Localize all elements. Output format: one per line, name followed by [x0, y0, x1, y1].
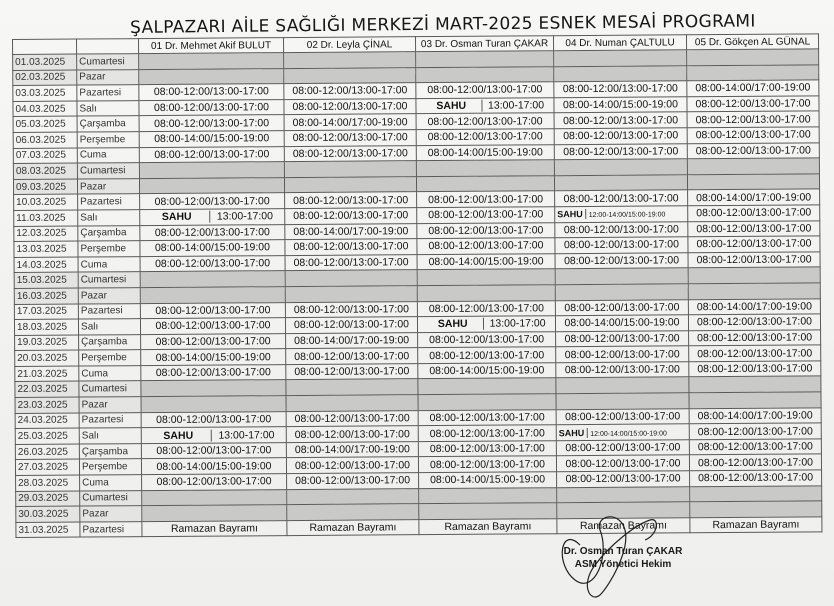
- row-day: Pazar: [78, 288, 140, 304]
- row-day: Pazar: [77, 178, 139, 194]
- shift-cell: 08:00-12:00/13:00-17:00: [286, 348, 418, 365]
- shift-cell: 08:00-12:00/13:00-17:00: [556, 408, 689, 425]
- shift-cell: 08:00-12:00/13:00-17:00: [557, 471, 690, 488]
- signature-role: ASM Yönetici Hekim: [574, 559, 672, 570]
- shift-cell: [284, 67, 416, 84]
- shift-cell: 08:00-12:00/13:00-17:00: [286, 364, 418, 381]
- shift-cell: 08:00-12:00/13:00-17:00: [284, 83, 416, 100]
- shift-cell: [140, 209, 285, 226]
- shift-cell: 08:00-14:00/15:00-19:00: [418, 363, 556, 380]
- shift-cell: 08:00-12:00/13:00-17:00: [688, 314, 820, 331]
- sahu-time: 13:00-17:00: [216, 210, 274, 223]
- shift-cell: 08:00-12:00/13:00-17:00: [555, 253, 688, 270]
- row-day: Salı: [78, 210, 140, 226]
- shift-cell: 08:00-12:00/13:00-17:00: [418, 425, 556, 442]
- shift-cell: 08:00-12:00/13:00-17:00: [417, 207, 555, 224]
- shift-cell: 08:00-12:00/13:00-17:00: [687, 111, 819, 128]
- shift-cell: [286, 379, 418, 396]
- sahu-label: SAHU: [146, 429, 211, 441]
- row-date: 08.03.2025: [13, 163, 77, 179]
- shift-cell: Ramazan Bayramı: [690, 517, 822, 534]
- row-date: 27.03.2025: [15, 459, 79, 475]
- shift-cell: 08:00-12:00/13:00-17:00: [554, 81, 687, 98]
- row-date: 12.03.2025: [14, 226, 78, 242]
- shift-cell: 08:00-12:00/13:00-17:00: [139, 146, 284, 163]
- row-day: Çarşamba: [79, 443, 141, 459]
- shift-cell: [554, 175, 687, 192]
- shift-cell: 08:00-12:00/13:00-17:00: [554, 128, 687, 145]
- shift-cell: [690, 485, 822, 502]
- row-date: 24.03.2025: [15, 413, 79, 429]
- row-date: 22.03.2025: [15, 382, 79, 398]
- shift-cell: 08:00-14:00/15:00-19:00: [417, 253, 555, 270]
- shift-cell: 08:00-12:00/13:00-17:00: [688, 252, 820, 269]
- shift-cell: 08:00-12:00/13:00-17:00: [285, 254, 417, 271]
- shift-cell: 08:00-12:00/13:00-17:00: [689, 439, 821, 456]
- row-day: Pazartesi: [78, 303, 140, 319]
- shift-cell: [417, 269, 555, 286]
- row-day: Cumartesi: [79, 381, 141, 397]
- row-date: 07.03.2025: [13, 148, 77, 164]
- shift-cell: [688, 267, 820, 284]
- row-date: 16.03.2025: [14, 288, 78, 304]
- sahu-label: SAHU: [421, 100, 483, 112]
- shift-cell: Ramazan Bayramı: [419, 519, 557, 536]
- shift-cell: 08:00-14:00/15:00-19:00: [141, 349, 286, 366]
- shift-cell: [555, 206, 688, 223]
- row-day: Pazar: [79, 397, 141, 413]
- shift-cell: 08:00-12:00/13:00-17:00: [556, 440, 689, 457]
- shift-cell: 08:00-12:00/13:00-17:00: [417, 238, 555, 255]
- shift-cell: [556, 424, 689, 441]
- row-date: 19.03.2025: [15, 335, 79, 351]
- shift-cell: 08:00-12:00/13:00-17:00: [689, 330, 821, 347]
- shift-cell: [142, 505, 287, 522]
- shift-cell: [555, 268, 688, 285]
- row-date: 11.03.2025: [14, 210, 78, 226]
- shift-cell: [285, 286, 417, 303]
- row-date: 28.03.2025: [16, 475, 80, 491]
- row-date: 18.03.2025: [14, 319, 78, 335]
- shift-cell: [688, 283, 820, 300]
- header-date: [13, 39, 77, 54]
- sahu-label: SAHU: [557, 209, 586, 219]
- shift-cell: 08:00-12:00/13:00-17:00: [285, 301, 417, 318]
- sahu-time: 13:00-17:00: [489, 317, 546, 331]
- shift-cell: 08:00-12:00/13:00-17:00: [286, 426, 418, 443]
- header-doctor: 04 Dr. Numan ÇALTULU: [553, 35, 686, 51]
- shift-cell: 08:00-12:00/13:00-17:00: [556, 346, 689, 363]
- shift-cell: 08:00-14:00/17:00-19:00: [286, 332, 418, 349]
- shift-cell: [554, 50, 687, 67]
- row-date: 29.03.2025: [16, 491, 80, 507]
- shift-cell: Ramazan Bayramı: [557, 518, 690, 535]
- row-date: 03.03.2025: [13, 85, 77, 101]
- shift-cell: 08:00-12:00/13:00-17:00: [141, 411, 286, 428]
- shift-cell: [689, 392, 821, 409]
- shift-cell: [554, 65, 687, 82]
- header-doctor: 03 Dr. Osman Turan ÇAKAR: [415, 36, 553, 52]
- shift-cell: [284, 52, 416, 69]
- shift-cell: [140, 271, 285, 288]
- shift-cell: [417, 316, 555, 333]
- row-day: Cumartesi: [78, 272, 140, 288]
- shift-cell: 08:00-12:00/13:00-17:00: [417, 300, 555, 317]
- shift-cell: 08:00-12:00/13:00-17:00: [689, 361, 821, 378]
- shift-cell: [419, 503, 557, 520]
- sahu-time: 12:00-14:00/15:00-19:00: [590, 429, 667, 438]
- shift-cell: 08:00-12:00/13:00-17:00: [140, 193, 285, 210]
- shift-cell: 08:00-12:00/13:00-17:00: [140, 255, 285, 272]
- row-date: 06.03.2025: [13, 132, 77, 148]
- signature-name: Dr. Osman Turan ÇAKAR: [563, 546, 683, 557]
- row-day: Cuma: [78, 256, 140, 272]
- shift-cell: 08:00-14:00/15:00-19:00: [140, 240, 285, 257]
- row-day: Pazartesi: [78, 194, 140, 210]
- shift-cell: [141, 427, 286, 444]
- shift-cell: 08:00-14:00/15:00-19:00: [554, 97, 687, 114]
- shift-cell: 08:00-12:00/13:00-17:00: [555, 221, 688, 238]
- header-doctor: 02 Dr. Leyla ÇİNAL: [283, 37, 415, 53]
- shift-cell: 08:00-12:00/13:00-17:00: [418, 331, 556, 348]
- row-day: Perşembe: [79, 350, 141, 366]
- shift-cell: 08:00-12:00/13:00-17:00: [688, 220, 820, 237]
- shift-cell: [285, 270, 417, 287]
- row-date: 14.03.2025: [14, 257, 78, 273]
- document-title: ŞALPAZARI AİLE SAĞLIĞI MERKEZİ MART-2025 ESNEK MESAİ PROGRAMI: [130, 11, 756, 38]
- row-day: Pazartesi: [79, 412, 141, 428]
- shift-cell: [556, 377, 689, 394]
- shift-cell: 08:00-12:00/13:00-17:00: [689, 345, 821, 362]
- shift-cell: 08:00-12:00/13:00-17:00: [141, 333, 286, 350]
- header-doctor: 01 Dr. Mehmet Akif BULUT: [139, 38, 284, 54]
- shift-cell: [419, 487, 557, 504]
- shift-cell: 08:00-12:00/13:00-17:00: [689, 423, 821, 440]
- row-day: Cuma: [80, 475, 142, 491]
- shift-cell: 08:00-12:00/13:00-17:00: [416, 113, 554, 130]
- shift-cell: 08:00-12:00/13:00-17:00: [555, 237, 688, 254]
- shift-cell: [139, 177, 284, 194]
- shift-cell: 08:00-14:00/15:00-19:00: [141, 458, 286, 475]
- shift-cell: 08:00-12:00/13:00-17:00: [285, 208, 417, 225]
- shift-cell: [141, 380, 286, 397]
- shift-cell: 08:00-12:00/13:00-17:00: [285, 239, 417, 256]
- shift-cell: 08:00-12:00/13:00-17:00: [139, 115, 284, 132]
- shift-cell: 08:00-12:00/13:00-17:00: [556, 455, 689, 472]
- shift-cell: 08:00-14:00/17:00-19:00: [687, 80, 819, 97]
- sahu-time: 12:00-14:00/15:00-19:00: [588, 211, 666, 220]
- row-date: 31.03.2025: [16, 522, 80, 538]
- row-day: Pazartesi: [80, 521, 142, 537]
- shift-cell: 08:00-12:00/13:00-17:00: [417, 222, 555, 239]
- shift-cell: [287, 504, 419, 521]
- shift-cell: 08:00-14:00/15:00-19:00: [139, 131, 284, 148]
- sahu-time: 13:00-17:00: [487, 99, 545, 112]
- row-date: 25.03.2025: [15, 428, 79, 444]
- shift-cell: [690, 501, 822, 518]
- signature-block: [548, 545, 698, 571]
- shift-cell: 08:00-12:00/13:00-17:00: [418, 441, 556, 458]
- row-date: 01.03.2025: [13, 54, 77, 70]
- shift-cell: [687, 158, 819, 175]
- row-day: Pazar: [80, 506, 142, 522]
- row-date: 10.03.2025: [14, 194, 78, 210]
- shift-cell: [687, 174, 819, 191]
- row-day: Salı: [77, 100, 139, 116]
- shift-cell: 08:00-12:00/13:00-17:00: [418, 456, 556, 473]
- shift-cell: [140, 287, 285, 304]
- shift-cell: 08:00-12:00/13:00-17:00: [556, 330, 689, 347]
- shift-cell: 08:00-12:00/13:00-17:00: [688, 236, 820, 253]
- shift-cell: 08:00-12:00/13:00-17:00: [688, 205, 820, 222]
- shift-cell: 08:00-12:00/13:00-17:00: [286, 410, 418, 427]
- shift-cell: [139, 68, 284, 85]
- sahu-label: SAHU: [422, 318, 484, 330]
- shift-cell: Ramazan Bayramı: [287, 519, 419, 536]
- row-date: 21.03.2025: [15, 366, 79, 382]
- row-day: Çarşamba: [79, 334, 141, 350]
- shift-cell: 08:00-12:00/13:00-17:00: [554, 143, 687, 160]
- row-day: Salı: [78, 319, 140, 335]
- shift-cell: 08:00-12:00/13:00-17:00: [140, 302, 285, 319]
- schedule-body: [13, 49, 822, 538]
- shift-cell: [416, 51, 554, 68]
- shift-cell: 08:00-12:00/13:00-17:00: [285, 317, 417, 334]
- shift-cell: 08:00-14:00/17:00-19:00: [688, 298, 820, 315]
- shift-cell: [416, 160, 554, 177]
- row-date: 17.03.2025: [14, 304, 78, 320]
- row-date: 20.03.2025: [15, 350, 79, 366]
- row-day: Cumartesi: [80, 490, 142, 506]
- row-date: 09.03.2025: [13, 179, 77, 195]
- row-day: Cuma: [79, 365, 141, 381]
- shift-cell: 08:00-12:00/13:00-17:00: [687, 96, 819, 113]
- row-date: 13.03.2025: [14, 241, 78, 257]
- shift-cell: 08:00-12:00/13:00-17:00: [687, 127, 819, 144]
- shift-cell: 08:00-12:00/13:00-17:00: [416, 82, 554, 99]
- row-day: Cuma: [77, 147, 139, 163]
- shift-cell: [416, 97, 554, 114]
- sahu-label: SAHU: [559, 428, 588, 438]
- shift-cell: 08:00-12:00/13:00-17:00: [687, 142, 819, 159]
- row-day: Perşembe: [79, 459, 141, 475]
- shift-cell: 08:00-12:00/13:00-17:00: [417, 191, 555, 208]
- shift-cell: Ramazan Bayramı: [142, 520, 287, 537]
- row-day: Cumartesi: [77, 54, 139, 70]
- shift-cell: [284, 161, 416, 178]
- row-date: 30.03.2025: [16, 506, 80, 522]
- shift-cell: 08:00-12:00/13:00-17:00: [284, 98, 416, 115]
- sahu-label: SAHU: [145, 211, 210, 223]
- shift-cell: 08:00-14:00/17:00-19:00: [689, 408, 821, 425]
- shift-cell: 08:00-12:00/13:00-17:00: [284, 130, 416, 147]
- shift-cell: 08:00-12:00/13:00-17:00: [141, 442, 286, 459]
- shift-cell: 08:00-12:00/13:00-17:00: [139, 99, 284, 116]
- shift-cell: 08:00-14:00/17:00-19:00: [286, 442, 418, 459]
- shift-cell: 08:00-12:00/13:00-17:00: [418, 409, 556, 426]
- shift-cell: 08:00-14:00/17:00-19:00: [688, 189, 820, 206]
- shift-cell: 08:00-14:00/17:00-19:00: [284, 114, 416, 131]
- shift-cell: 08:00-12:00/13:00-17:00: [141, 364, 286, 381]
- shift-cell: 08:00-12:00/13:00-17:00: [140, 224, 285, 241]
- shift-cell: [142, 489, 287, 506]
- shift-cell: 08:00-12:00/13:00-17:00: [555, 190, 688, 207]
- row-day: Pazar: [77, 69, 139, 85]
- shift-cell: [286, 395, 418, 412]
- shift-cell: 08:00-12:00/13:00-17:00: [554, 112, 687, 129]
- schedule-table: [12, 33, 822, 538]
- shift-cell: [139, 53, 284, 70]
- row-day: Çarşamba: [77, 116, 139, 132]
- row-day: Perşembe: [77, 132, 139, 148]
- shift-cell: [417, 285, 555, 302]
- shift-cell: 08:00-12:00/13:00-17:00: [418, 347, 556, 364]
- row-day: Salı: [79, 428, 141, 444]
- header-doctor: 05 Dr. Gökçen AL GÜNAL: [686, 34, 818, 50]
- row-date: 02.03.2025: [13, 70, 77, 86]
- shift-cell: 08:00-12:00/13:00-17:00: [285, 192, 417, 209]
- shift-cell: [689, 376, 821, 393]
- shift-cell: [556, 393, 689, 410]
- shift-cell: [416, 66, 554, 83]
- shift-cell: [687, 49, 819, 66]
- shift-cell: [418, 394, 556, 411]
- shift-cell: 08:00-14:00/17:00-19:00: [285, 223, 417, 240]
- shift-cell: 08:00-12:00/13:00-17:00: [139, 84, 284, 101]
- row-date: 05.03.2025: [13, 116, 77, 132]
- row-date: 23.03.2025: [15, 397, 79, 413]
- row-day: Pazartesi: [77, 85, 139, 101]
- shift-cell: 08:00-12:00/13:00-17:00: [142, 474, 287, 491]
- shift-cell: [139, 162, 284, 179]
- row-day: Perşembe: [78, 241, 140, 257]
- row-day: Cumartesi: [77, 163, 139, 179]
- shift-cell: 08:00-12:00/13:00-17:00: [690, 470, 822, 487]
- shift-cell: [418, 378, 556, 395]
- shift-cell: 08:00-12:00/13:00-17:00: [140, 318, 285, 335]
- shift-cell: 08:00-14:00/15:00-19:00: [555, 315, 688, 332]
- shift-cell: [555, 284, 688, 301]
- shift-cell: 08:00-12:00/13:00-17:00: [287, 473, 419, 490]
- sahu-time: 13:00-17:00: [218, 428, 275, 442]
- shift-cell: 08:00-12:00/13:00-17:00: [689, 454, 821, 471]
- row-date: 04.03.2025: [13, 101, 77, 117]
- shift-cell: [284, 176, 416, 193]
- shift-cell: [141, 396, 286, 413]
- shift-cell: 08:00-12:00/13:00-17:00: [284, 145, 416, 162]
- shift-cell: 08:00-12:00/13:00-17:00: [416, 129, 554, 146]
- shift-cell: [687, 64, 819, 81]
- shift-cell: 08:00-12:00/13:00-17:00: [555, 299, 688, 316]
- shift-cell: 08:00-12:00/13:00-17:00: [286, 457, 418, 474]
- shift-cell: 08:00-12:00/13:00-17:00: [556, 362, 689, 379]
- header-day: [77, 39, 139, 54]
- row-day: Çarşamba: [78, 225, 140, 241]
- shift-cell: 08:00-14:00/15:00-19:00: [416, 144, 554, 161]
- shift-cell: [416, 175, 554, 192]
- shift-cell: 08:00-14:00/15:00-19:00: [419, 472, 557, 489]
- row-date: 15.03.2025: [14, 272, 78, 288]
- row-date: 26.03.2025: [15, 444, 79, 460]
- shift-cell: [287, 488, 419, 505]
- shift-cell: [554, 159, 687, 176]
